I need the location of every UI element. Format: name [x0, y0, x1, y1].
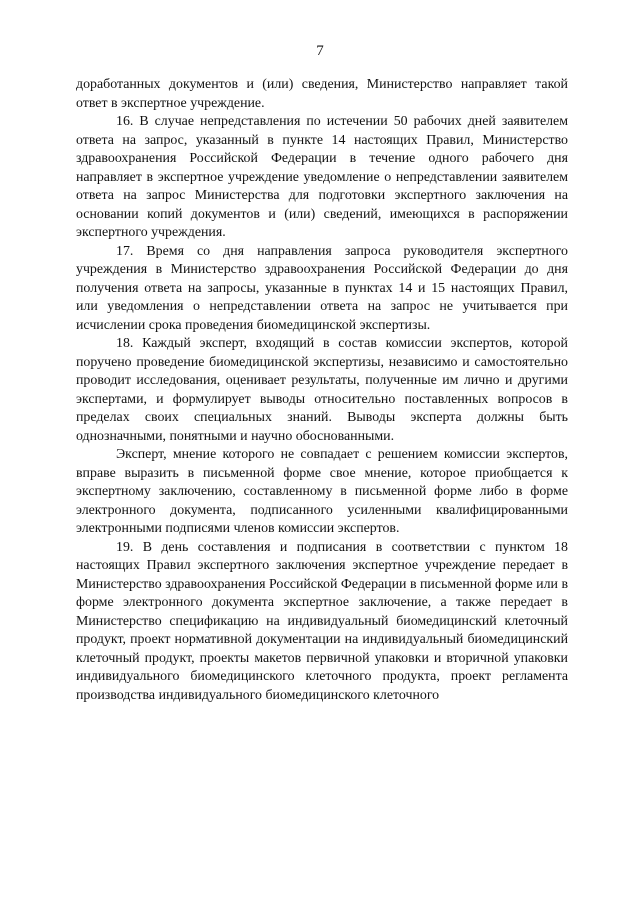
paragraph-19: 19. В день составления и подписания в соответствии с пунктом 18 настоящих Правил экспертного заключения экспертное учреждение передает в Министерство здравоохранения Российской Федерации в письменной форме или в форме электронного документа экспертное заключение, а также передает в Министерство спецификацию на индивидуальный биомедицинский клеточный продукт, проект нормативной документации на индивидуальный биомедицинский клеточный продукт, проекты макетов первичной упаковки и вторичной упаковки индивидуального биомедицинского клеточного продукта, проект регламента производства индивидуального биомедицинского клеточного — [76, 539, 568, 703]
document-body — [76, 76, 568, 705]
paragraph-18: 18. Каждый эксперт, входящий в состав комиссии экспертов, которой поручено проведение биомедицинской экспертизы, независимо и самостоятельно проводит исследования, оценивает результаты, полученные им лично и другими экспертами, и формулирует выводы относительно поставленных вопросов в пределах своих специальных знаний. Выводы эксперта должны быть однозначными, понятными и научно обоснованными. — [76, 336, 568, 444]
paragraph-dissenting-expert: Эксперт, мнение которого не совпадает с решением комиссии экспертов, вправе выразить в письменной форме свое мнение, которое приобщается к экспертному заключению, составленному в письменной форме либо в форме электронного документа, подписанного усиленными квалифицированными электронными подписями членов комиссии экспертов. — [76, 447, 568, 536]
paragraph-16: 16. В случае непредставления по истечении 50 рабочих дней заявителем ответа на запрос, указанный в пункте 14 настоящих Правил, Министерство здравоохранения Российской Федерации в течение одного рабочего дня направляет в экспертное учреждение уведомление о непредставлении заявителем ответа на запрос Министерства для подготовки экспертного заключения на основании копий документов и (или) сведений, имеющихся в распоряжении экспертного учреждения. — [76, 114, 568, 240]
page-number: 7 — [316, 43, 324, 59]
paragraph-17: 17. Время со дня направления запроса руководителя экспертного учреждения в Министерство здравоохранения Российской Федерации до дня получения ответа на запросы, указанные в пунктах 14 и 15 настоящих Правил, или уведомления о непредставлении ответа на запрос не учитывается при исчислении срока проведения биомедицинской экспертизы. — [76, 243, 568, 333]
paragraph-continuation: доработанных документов и (или) сведения, Министерство направляет такой ответ в экспертное учреждение. — [76, 77, 568, 111]
